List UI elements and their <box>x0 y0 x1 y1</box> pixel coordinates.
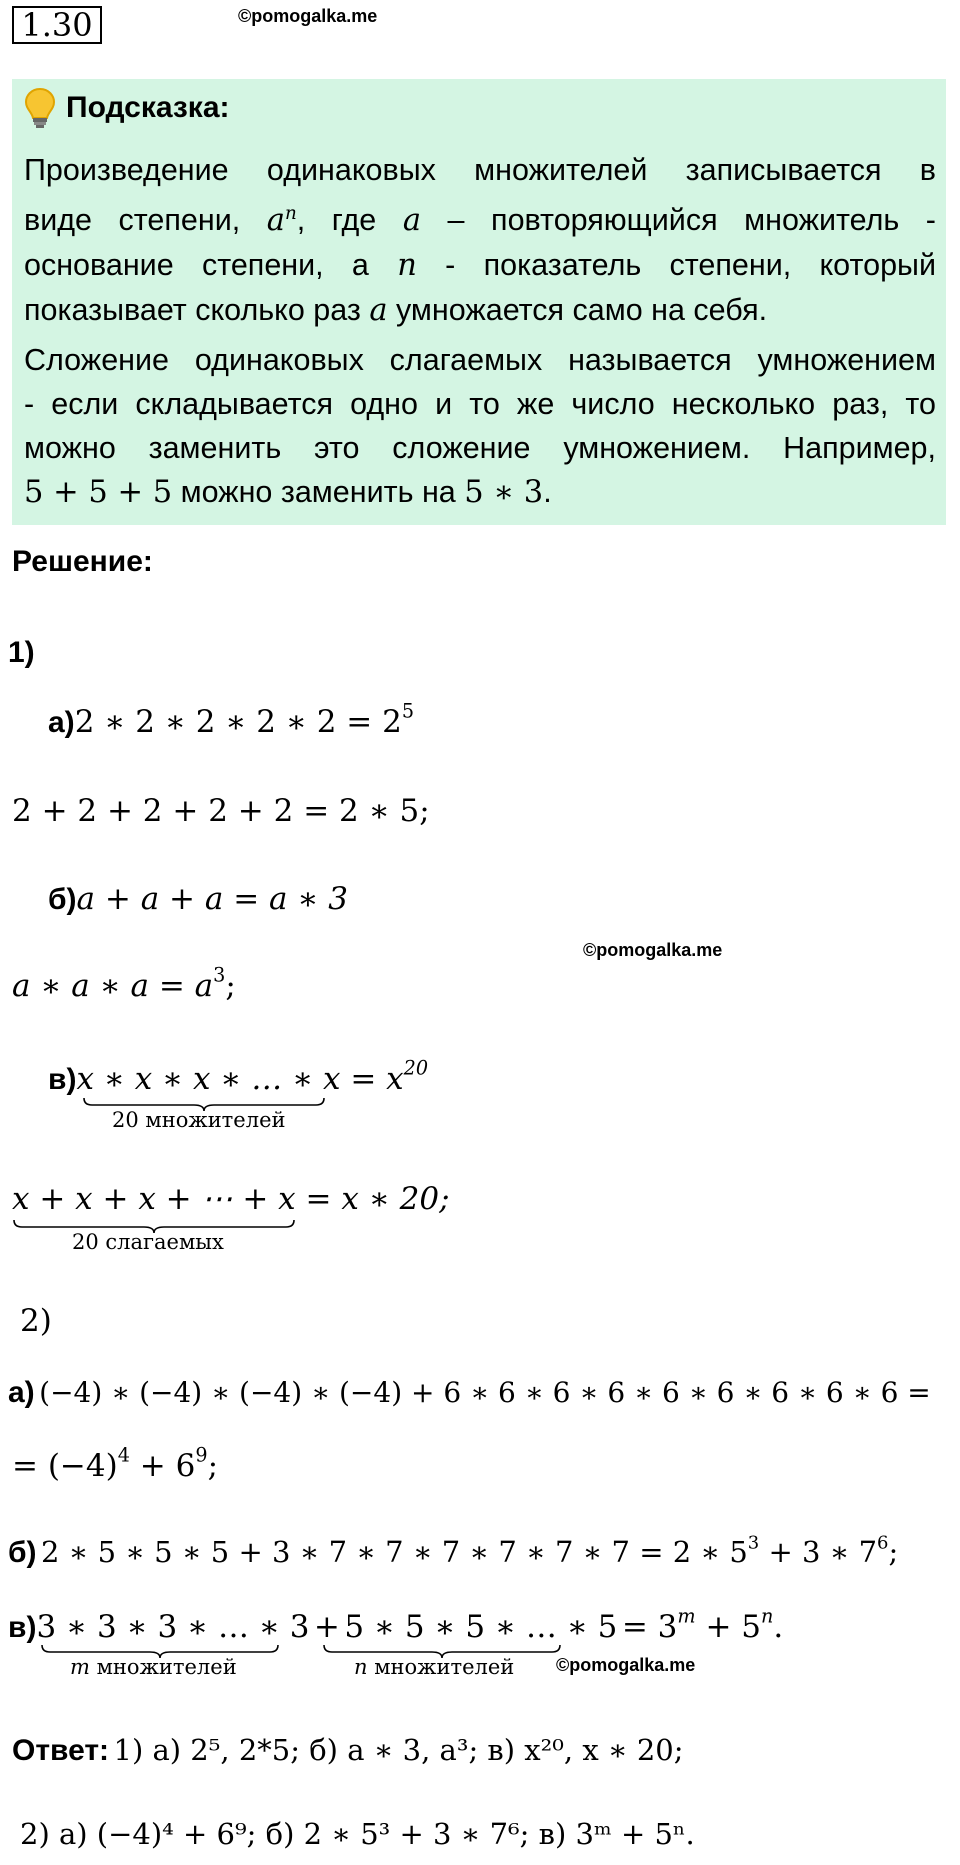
item-1v-sum <box>12 1181 450 1217</box>
item-1v <box>48 1056 429 1097</box>
formula-sum: 5 + 5 + 5 <box>24 475 173 510</box>
underbrace-note: 20 множителей <box>112 1108 286 1132</box>
item-1a <box>48 699 415 740</box>
expression-1b-product: a ∗ a ∗ $a = a^3$; <box>12 963 236 1004</box>
item-label: в) <box>48 1063 77 1096</box>
hint-text: – повторяющийся множитель - <box>447 203 936 238</box>
solution-heading: Решение: <box>12 545 153 578</box>
underbraced-expression: 5 ∗ 5 ∗ 5 ∗ … ∗ 5 <box>344 1609 618 1645</box>
answer-label: Ответ: <box>12 1734 110 1767</box>
hint-line: Произведение одинаковых множителей записывается в <box>24 153 936 187</box>
part1-label: 1) <box>8 636 35 669</box>
hint-line <box>24 470 936 515</box>
hint-line <box>24 288 936 333</box>
formula-n: n <box>397 248 417 284</box>
item-2v <box>8 1604 784 1645</box>
hint-text: показывает сколько раз <box>24 293 361 328</box>
underbraced-expression: x ∗ x ∗ x ∗ … ∗ x <box>76 1061 341 1097</box>
watermark: ©pomogalka.me <box>556 1655 696 1675</box>
hint-paragraph-2 <box>24 338 936 515</box>
formula-a: a <box>402 203 421 239</box>
formula-a-n: $a^n$ <box>266 203 297 239</box>
expression: 2 ∗ 5 ∗ 5 ∗ 5 + 3 ∗ 7 ∗ 7 ∗ 7 ∗ 7 ∗ 7 ∗ 7 = 2 ∗ $5^3 + 3$ ∗ $7^6$; <box>40 1532 899 1569</box>
formula-a: a <box>369 293 388 329</box>
item-label: а) <box>8 1376 35 1409</box>
watermark: ©pomogalka.me <box>583 940 723 960</box>
underbrace-note: n множителей <box>354 1655 515 1679</box>
hint-line <box>24 192 936 243</box>
expression: 2 ∗ 2 ∗ 2 ∗ 2 ∗ $2 = 2^5$ <box>74 699 415 740</box>
expression-1a-sum: 2 + 2 + 2 + 2 + 2 = 2 ∗ 5; <box>12 793 430 829</box>
plus-sign: + <box>313 1609 340 1645</box>
item-label: б) <box>48 883 77 916</box>
hint-text: можно заменить на <box>180 475 456 509</box>
item-1b <box>48 881 348 917</box>
expression: (−4) ∗ (−4) ∗ (−4) ∗ (−4) + 6 ∗ 6 ∗ 6 ∗ 6 ∗ 6 ∗ 6 ∗ 6 ∗ 6 ∗ 6 = <box>39 1376 931 1409</box>
item-2b <box>8 1532 899 1570</box>
hint-line: Сложение одинаковых слагаемых называется умножением <box>24 343 936 377</box>
answer-line-1 <box>12 1733 684 1768</box>
part2-label: 2) <box>20 1303 52 1339</box>
item-label: б) <box>8 1536 37 1569</box>
expression: = x ∗ 20; <box>305 1181 450 1217</box>
hint-text: . <box>543 475 552 509</box>
item-label: а) <box>48 706 75 739</box>
watermark: ©pomogalka.me <box>238 6 378 26</box>
underbrace-note: m множителей <box>70 1655 237 1679</box>
underbrace-note: 20 слагаемых <box>72 1230 224 1254</box>
underbraced-expression: 3 ∗ 3 ∗ 3 ∗ … ∗ 3 <box>36 1609 310 1645</box>
expression: = $x^{20}$ <box>350 1056 429 1097</box>
task-number: 1.30 <box>12 6 102 44</box>
item-2a <box>8 1376 931 1410</box>
hint-line: можно заменить это сложение умножением. Например, <box>24 431 936 465</box>
hint-line: - если складывается одно и то же число несколько раз, то <box>24 387 936 421</box>
hint-text: основание степени, а <box>24 248 369 283</box>
hint-line <box>24 243 936 288</box>
hint-text: - показатель степени, который <box>445 248 936 283</box>
expression-2a-result: = $(-4)^4 + 6^9$; <box>12 1443 219 1484</box>
item-label: в) <box>8 1611 37 1644</box>
answer-line-2: 2) а) (−4)⁴ + 6⁹; б) 2 ∗ 5³ + 3 ∗ 7⁶; в) 3ᵐ + 5ⁿ. <box>20 1817 695 1851</box>
underbraced-expression: x + x + x + ⋯ + x <box>12 1181 296 1217</box>
expression: a + a + a = a ∗ 3 <box>76 881 349 917</box>
hint-text: виде степени, <box>24 203 241 238</box>
expression: = $3^m + 5^n$. <box>621 1604 784 1645</box>
lightbulb-icon <box>22 86 58 130</box>
answer-text: 1) а) 2⁵, 2*5; б) a ∗ 3, a³; в) x²⁰, x ∗ 20; <box>113 1733 684 1767</box>
hint-paragraph-1 <box>24 148 936 333</box>
hint-title: Подсказка: <box>66 91 230 124</box>
formula-product: 5 ∗ 3 <box>464 475 544 510</box>
hint-text: , где <box>296 203 377 238</box>
hint-text: умножается само на себя. <box>396 293 768 328</box>
